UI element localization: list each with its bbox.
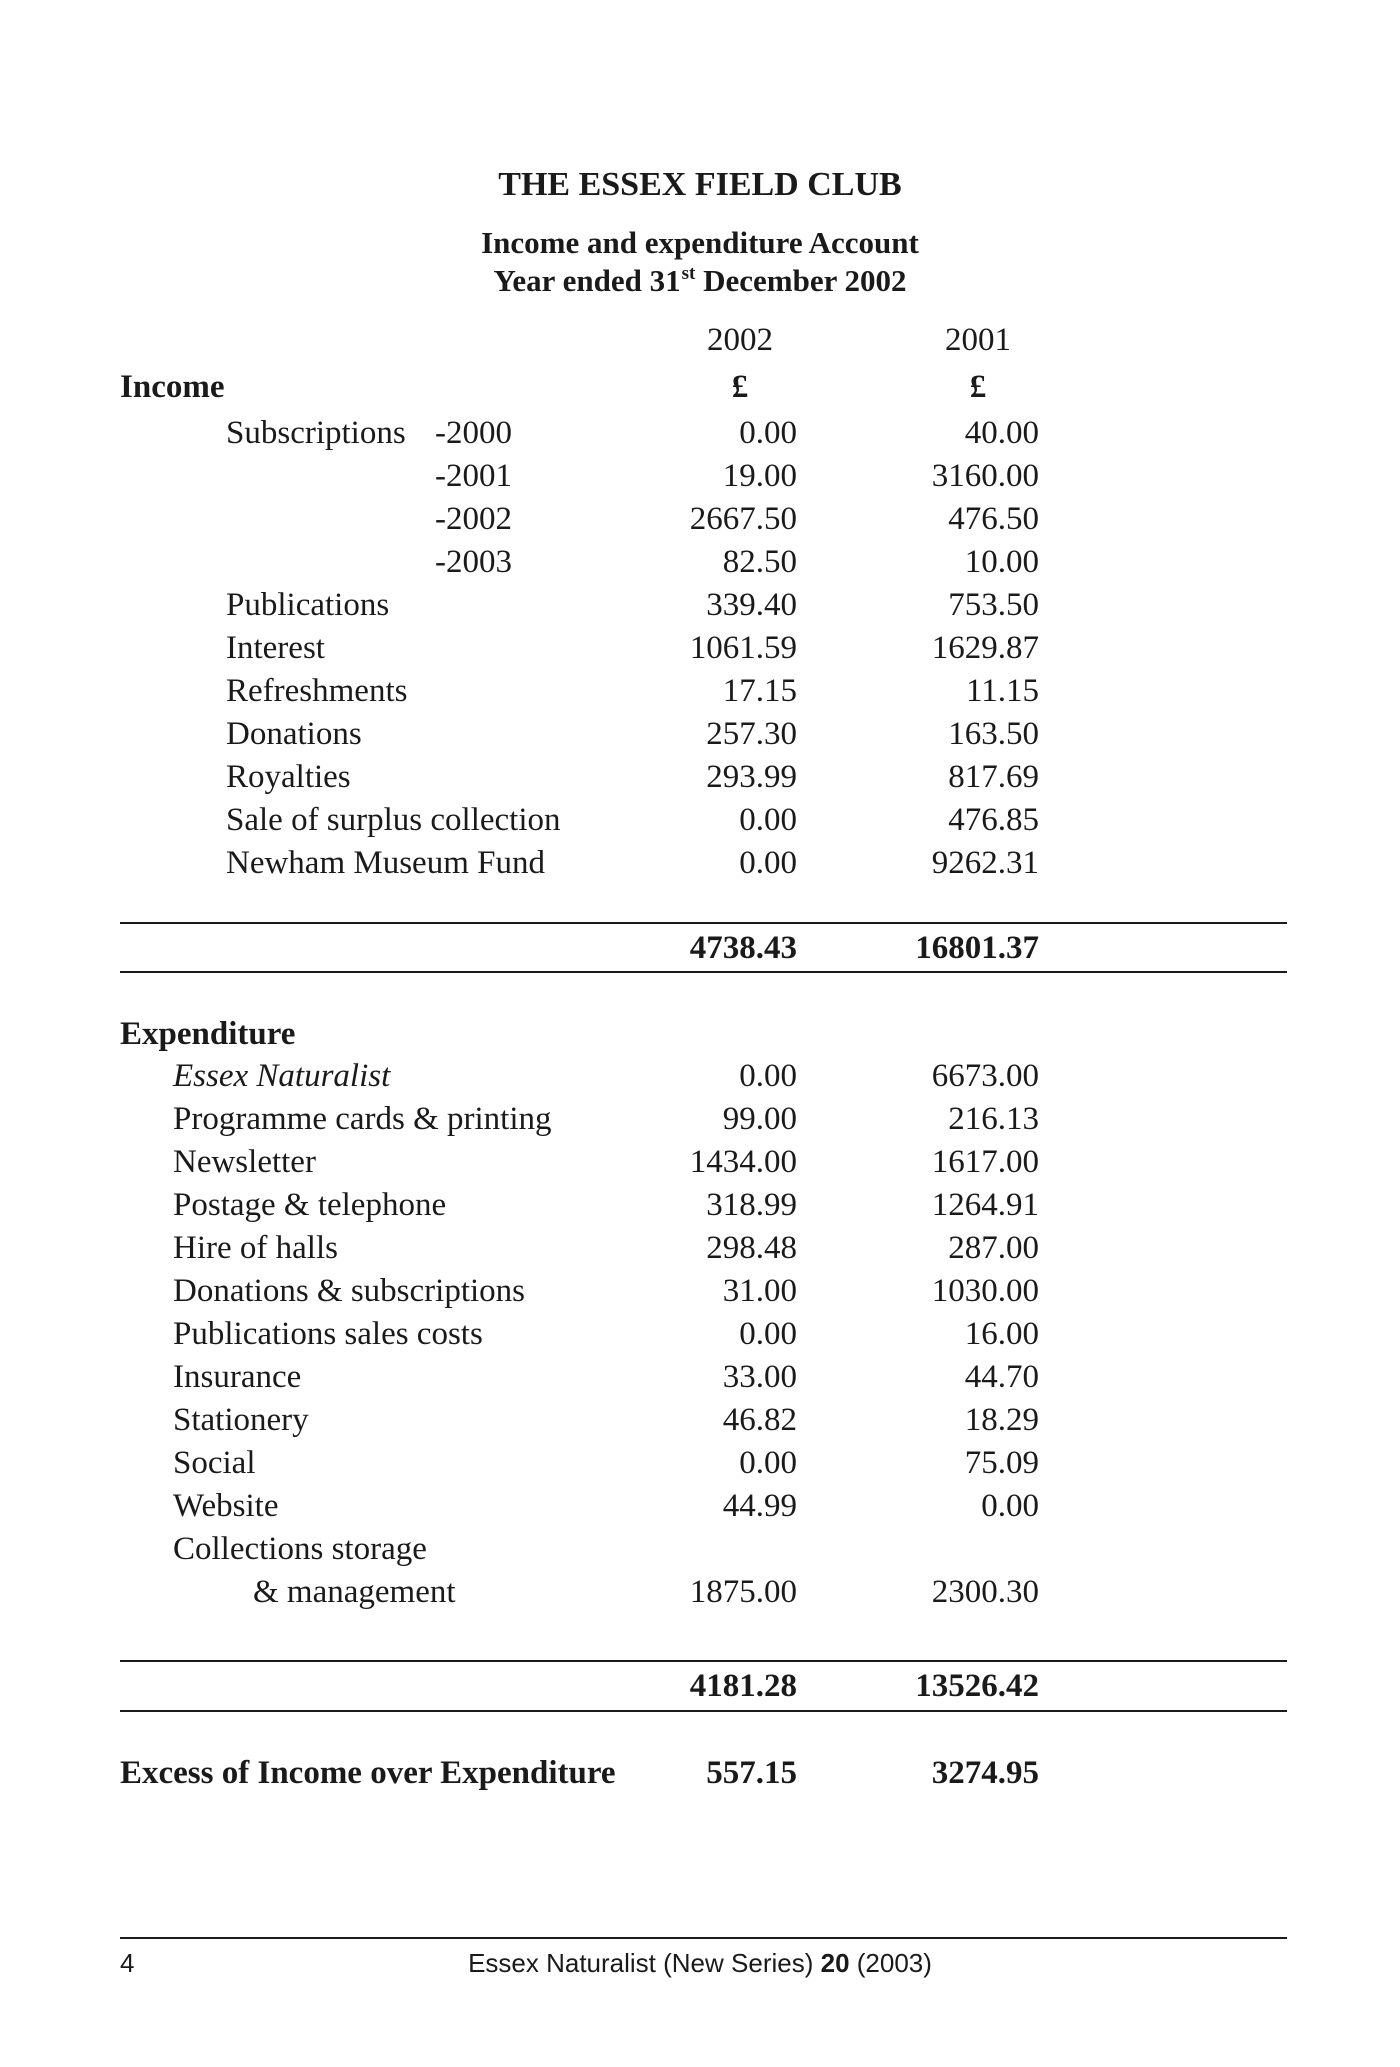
- page-number: 4: [120, 1948, 135, 1978]
- value-2001: 287.00: [948, 1230, 1039, 1266]
- excess-row: [0, 1752, 1400, 1794]
- journal-citation: [0, 1945, 1400, 1981]
- account-subtitle: Income and expenditure Account: [481, 225, 919, 260]
- expenditure-heading: Expenditure: [120, 1016, 296, 1052]
- income-label: Interest: [226, 630, 325, 666]
- column-year-row: [0, 319, 1400, 361]
- subscription-year: -2000: [435, 415, 512, 451]
- expenditure-label: Essex Naturalist: [173, 1058, 391, 1094]
- income-row: [0, 412, 1400, 454]
- journal-volume: 20: [820, 1948, 850, 1978]
- income-row: [0, 498, 1400, 540]
- expenditure-label: Website: [173, 1488, 279, 1524]
- value-2002: 0.00: [739, 802, 797, 838]
- subscription-year: -2001: [435, 458, 512, 494]
- value-2002: 1061.59: [689, 630, 797, 666]
- value-2001: 2300.30: [931, 1574, 1039, 1610]
- value-2002: 1875.00: [689, 1574, 797, 1610]
- value-2002: 293.99: [706, 759, 797, 795]
- expenditure-label: Hire of halls: [173, 1230, 338, 1266]
- page-title: THE ESSEX FIELD CLUB: [498, 166, 902, 203]
- expenditure-row: [0, 1356, 1400, 1398]
- expenditure-row: [0, 1141, 1400, 1183]
- value-2001: 0.00: [981, 1488, 1039, 1524]
- value-2002: 298.48: [706, 1230, 797, 1266]
- excess-2002: 557.15: [706, 1755, 797, 1791]
- income-heading: Income: [120, 369, 225, 405]
- period-ordinal: st: [681, 263, 696, 284]
- value-2001: 753.50: [948, 587, 1039, 623]
- value-2001: 476.50: [948, 501, 1039, 537]
- expenditure-row: [0, 1313, 1400, 1355]
- expenditure-total-row: [0, 1665, 1400, 1707]
- expenditure-label: Social: [173, 1445, 256, 1481]
- value-2002: 318.99: [706, 1187, 797, 1223]
- income-total-2002: 4738.43: [689, 930, 797, 966]
- income-row: [0, 670, 1400, 712]
- value-2002: 17.15: [722, 673, 797, 709]
- value-2002: 0.00: [739, 415, 797, 451]
- column-year-2001: 2001: [945, 322, 1011, 358]
- expenditure-total-2001: 13526.42: [915, 1668, 1039, 1704]
- income-row: [0, 756, 1400, 798]
- expenditure-total-rule-top: [120, 1660, 1287, 1662]
- income-total-rule-top: [120, 922, 1287, 924]
- value-2002: 0.00: [739, 1316, 797, 1352]
- value-2001: 216.13: [948, 1101, 1039, 1137]
- value-2001: 44.70: [964, 1359, 1039, 1395]
- period-suffix: December 2002: [695, 263, 907, 298]
- value-2002: 46.82: [722, 1402, 797, 1438]
- expenditure-label: Newsletter: [173, 1144, 316, 1180]
- value-2002: 257.30: [706, 716, 797, 752]
- expenditure-label: Publications sales costs: [173, 1316, 483, 1352]
- value-2001: 18.29: [964, 1402, 1039, 1438]
- expenditure-row: [0, 1227, 1400, 1269]
- expenditure-label: & management: [253, 1574, 456, 1610]
- value-2002: 99.00: [722, 1101, 797, 1137]
- account-period: [0, 263, 1400, 299]
- value-2001: 6673.00: [931, 1058, 1039, 1094]
- value-2001: 75.09: [964, 1445, 1039, 1481]
- value-2002: 82.50: [722, 544, 797, 580]
- subscription-year: -2003: [435, 544, 512, 580]
- value-2002: 31.00: [722, 1273, 797, 1309]
- income-total-row: [0, 927, 1400, 969]
- value-2001: 476.85: [948, 802, 1039, 838]
- income-label: Sale of surplus collection: [226, 802, 561, 838]
- expenditure-label: Stationery: [173, 1402, 309, 1438]
- income-row: [0, 541, 1400, 583]
- expenditure-row: [0, 1399, 1400, 1441]
- income-row: [0, 455, 1400, 497]
- value-2002: 44.99: [722, 1488, 797, 1524]
- subscription-year: -2002: [435, 501, 512, 537]
- value-2001: 3160.00: [931, 458, 1039, 494]
- expenditure-row: [0, 1098, 1400, 1140]
- expenditure-label: Insurance: [173, 1359, 302, 1395]
- value-2001: 163.50: [948, 716, 1039, 752]
- value-2001: 1030.00: [931, 1273, 1039, 1309]
- expenditure-label: Programme cards & printing: [173, 1101, 552, 1137]
- value-2002: 1434.00: [689, 1144, 797, 1180]
- journal-year: (2003): [849, 1948, 932, 1978]
- value-2001: 11.15: [965, 673, 1039, 709]
- value-2002: 2667.50: [689, 501, 797, 537]
- expenditure-row: [0, 1442, 1400, 1484]
- value-2001: 817.69: [948, 759, 1039, 795]
- value-2001: 10.00: [964, 544, 1039, 580]
- period-prefix: Year ended 31: [493, 263, 681, 298]
- expenditure-row: [0, 1055, 1400, 1097]
- excess-2001: 3274.95: [931, 1755, 1039, 1791]
- expenditure-total-rule-bottom: [120, 1710, 1287, 1712]
- expenditure-row: [0, 1184, 1400, 1226]
- value-2002: 33.00: [722, 1359, 797, 1395]
- journal-name: Essex Naturalist (New Series): [468, 1948, 821, 1978]
- value-2001: 16.00: [964, 1316, 1039, 1352]
- expenditure-label: Donations & subscriptions: [173, 1273, 525, 1309]
- currency-2001: £: [969, 369, 987, 405]
- expenditure-total-2002: 4181.28: [689, 1668, 797, 1704]
- value-2002: 19.00: [722, 458, 797, 494]
- value-2002: 0.00: [739, 1058, 797, 1094]
- income-row: [0, 584, 1400, 626]
- value-2002: 0.00: [739, 1445, 797, 1481]
- expenditure-label: Postage & telephone: [173, 1187, 447, 1223]
- excess-label: Excess of Income over Expenditure: [120, 1755, 616, 1791]
- column-year-2002: 2002: [707, 322, 773, 358]
- income-row: [0, 799, 1400, 841]
- value-2001: 1617.00: [931, 1144, 1039, 1180]
- income-label: Newham Museum Fund: [226, 845, 545, 881]
- income-label: Donations: [226, 716, 362, 752]
- value-2001: 1264.91: [931, 1187, 1039, 1223]
- value-2001: 9262.31: [931, 845, 1039, 881]
- expenditure-row: [0, 1485, 1400, 1527]
- expenditure-row: [0, 1270, 1400, 1312]
- income-label: Royalties: [226, 759, 351, 795]
- value-2001: 1629.87: [931, 630, 1039, 666]
- income-heading-row: [0, 366, 1400, 408]
- income-row: [0, 627, 1400, 669]
- income-total-2001: 16801.37: [915, 930, 1039, 966]
- footer-rule: [120, 1937, 1287, 1939]
- expenditure-row: [0, 1528, 1400, 1570]
- subscriptions-label: Subscriptions: [226, 415, 406, 451]
- value-2002: 339.40: [706, 587, 797, 623]
- expenditure-heading-row: [0, 1013, 1400, 1055]
- expenditure-label: Collections storage: [173, 1531, 427, 1567]
- income-row: [0, 713, 1400, 755]
- value-2002: 0.00: [739, 845, 797, 881]
- income-label: Refreshments: [226, 673, 408, 709]
- value-2001: 40.00: [964, 415, 1039, 451]
- income-row: [0, 842, 1400, 884]
- income-total-rule-bottom: [120, 971, 1287, 973]
- expenditure-row: [0, 1571, 1400, 1613]
- income-label: Publications: [226, 587, 390, 623]
- currency-2002: £: [731, 369, 749, 405]
